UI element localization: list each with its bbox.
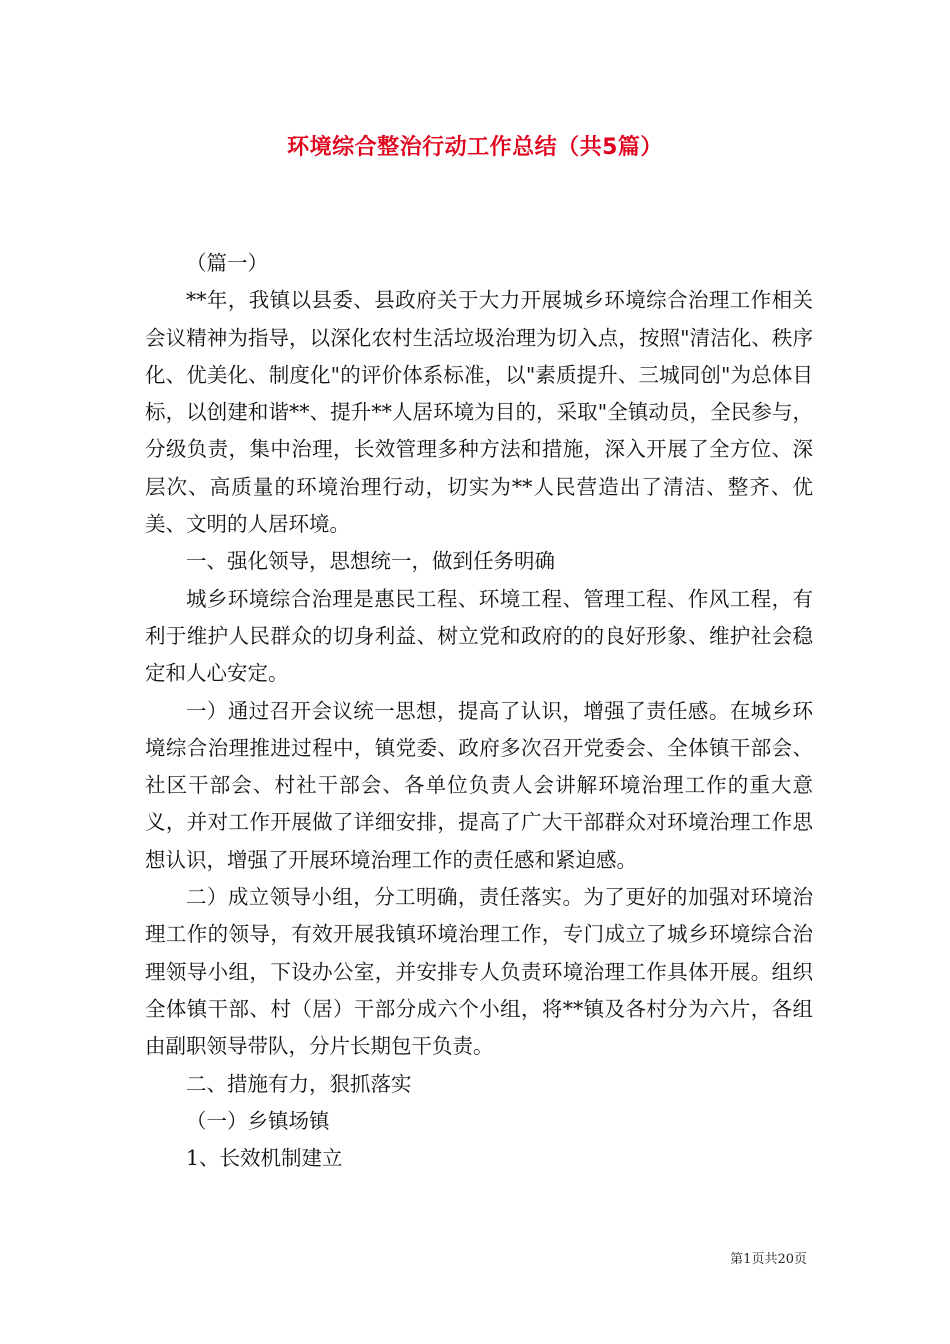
page-number: 第1页共20页 [730,1252,807,1267]
section-heading: 二、措施有力，狠抓落实 [186,1071,412,1096]
body-paragraph: 一）通过召开会议统一思想，提高了认识，增强了责任感。在城乡环境综合治理推进过程中，镇党委、政府多次召开党委会、全体镇干部会、社区干部会、村社干部会、各单位负责人会讲解环境治理工作的重大意义，并对工作开展做了详细安排，提高了广大干部群众对环境治理工作思想认识，增强了开展环境治理工作的责任感和紧迫感。 [145,698,813,872]
section-label: （篇一） [186,251,268,275]
document-body [145,245,813,1177]
section-heading: 一、强化领导，思想统一，做到任务明确 [186,549,555,574]
subsection-heading: （一）乡镇场镇 [186,1108,330,1133]
body-paragraph: 二）成立领导小组，分工明确，责任落实。为了更好的加强对环境治理工作的领导，有效开展我镇环境治理工作，专门成立了城乡环境综合治理领导小组，下设办公室，并安排专人负责环境治理工作具体开展。组织全体镇干部、村（居）干部分成六个小组，将**镇及各村分为六片，各组由副职领导带队，分片长期包干负责。 [145,885,813,1059]
body-paragraph: **年，我镇以县委、县政府关于大力开展城乡环境综合治理工作相关会议精神为指导，以深化农村生活垃圾治理为切入点，按照"清洁化、秩序化、优美化、制度化"的评价体系标准，以"素质提升、三城同创"为总体目标，以创建和谐**、提升**人居环境为目的，采取"全镇动员，全民参与，分级负责，集中治理，长效管理多种方法和措施，深入开展了全方位、深层次、高质量的环境治理行动，切实为**人民营造出了清洁、整齐、优美、文明的人居环境。 [145,288,813,537]
document-title: 环境综合整治行动工作总结（共5篇） [287,135,663,160]
body-paragraph: 城乡环境综合治理是惠民工程、环境工程、管理工程、作风工程，有利于维护人民群众的切身利益、树立党和政府的的良好形象、维护社会稳定和人心安定。 [145,586,813,686]
subsection-heading: 1、长效机制建立 [186,1146,343,1171]
